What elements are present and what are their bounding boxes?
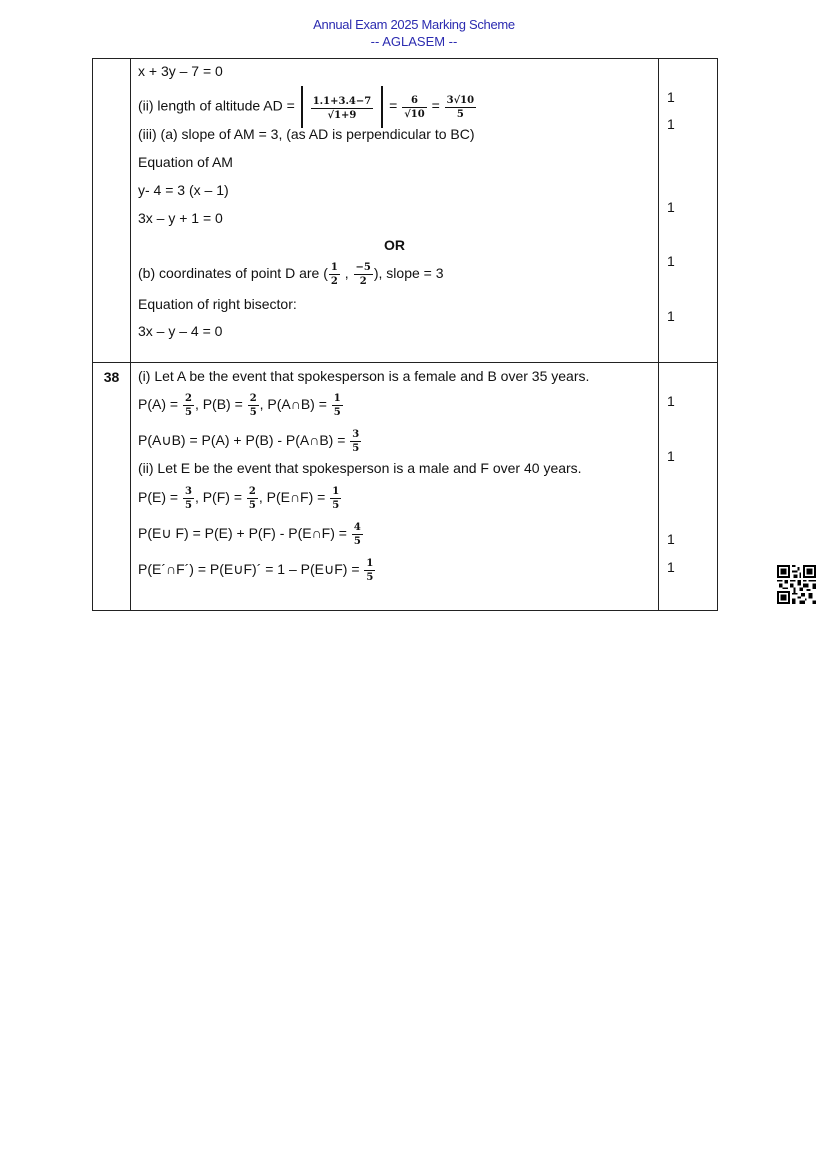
text: P(A) = bbox=[138, 396, 179, 412]
numerator: 3√10 bbox=[446, 94, 475, 106]
numerator: 1 bbox=[333, 392, 341, 404]
denominator: 5 bbox=[184, 499, 192, 511]
or-separator: OR bbox=[384, 237, 405, 253]
answer-line: 3x – y – 4 = 0 bbox=[138, 323, 223, 339]
text: P(A∪B) = P(A) + P(B) - P(A∩B) = bbox=[138, 432, 346, 448]
fraction bbox=[332, 393, 343, 418]
mark: 1 bbox=[667, 308, 675, 324]
question-number bbox=[93, 59, 131, 363]
marks-cell bbox=[659, 363, 718, 611]
numerator: 2 bbox=[249, 392, 257, 404]
denominator: 2 bbox=[359, 275, 367, 287]
mark: 1 bbox=[667, 253, 675, 269]
text: ), slope = 3 bbox=[373, 265, 444, 281]
text: = bbox=[431, 97, 440, 114]
answer-line: y- 4 = 3 (x – 1) bbox=[138, 182, 229, 198]
answer-line-union-a bbox=[131, 426, 658, 454]
answer-line: (ii) Let E be the event that spokesperson is a male and F over 40 years. bbox=[138, 460, 582, 476]
answer-line: Equation of right bisector: bbox=[138, 296, 297, 312]
text: , P(E∩F) = bbox=[258, 489, 326, 505]
answer-line-probabilities-a bbox=[131, 390, 658, 418]
mark: 1 bbox=[667, 448, 675, 464]
numerator: 1 bbox=[366, 557, 374, 569]
text: (b) coordinates of point D are ( bbox=[138, 265, 328, 281]
text: , P(F) = bbox=[194, 489, 242, 505]
answer-line: Equation of AM bbox=[138, 154, 233, 170]
fraction bbox=[364, 558, 375, 583]
denominator: 5 bbox=[332, 499, 340, 511]
numerator: −5 bbox=[355, 261, 371, 273]
fraction bbox=[352, 522, 363, 547]
answer-line-altitude bbox=[131, 86, 658, 122]
answer-line: 3x – y + 1 = 0 bbox=[138, 210, 223, 226]
denominator: 5 bbox=[184, 406, 192, 418]
numerator: 4 bbox=[353, 521, 361, 533]
answer-line: (iii) (a) slope of AM = 3, (as AD is perpendicular to BC) bbox=[138, 126, 475, 142]
mark: 1 bbox=[667, 531, 675, 547]
fraction bbox=[248, 393, 259, 418]
denominator: 5 bbox=[353, 535, 361, 547]
fraction bbox=[329, 262, 340, 287]
denominator: 2 bbox=[330, 275, 338, 287]
denominator: 5 bbox=[366, 571, 374, 583]
fraction bbox=[350, 429, 361, 454]
answer-line: x + 3y – 7 = 0 bbox=[138, 63, 223, 79]
numerator: 3 bbox=[184, 485, 192, 497]
header-title-text: Annual Exam 2025 Marking Scheme bbox=[313, 17, 515, 32]
denominator: 5 bbox=[249, 406, 257, 418]
question-number: 38 bbox=[93, 363, 131, 611]
text: P(E∪ F) = P(E) + P(F) - P(E∩F) = bbox=[138, 525, 347, 541]
text: P(E) = bbox=[138, 489, 179, 505]
qr-code bbox=[777, 565, 816, 604]
answer-line: (i) Let A be the event that spokesperson is a female and B over 35 years. bbox=[138, 368, 590, 384]
mark: 1 bbox=[667, 89, 675, 105]
header-title bbox=[0, 17, 828, 32]
text: (ii) length of altitude AD = bbox=[138, 97, 295, 114]
mark: 1 bbox=[667, 199, 675, 215]
fraction bbox=[311, 96, 374, 121]
text: , bbox=[344, 265, 349, 281]
absolute-value bbox=[301, 86, 384, 128]
text: = bbox=[389, 97, 398, 114]
table-row bbox=[93, 363, 718, 611]
table-row bbox=[93, 59, 718, 363]
numerator: 1.1+3.4−7 bbox=[312, 95, 372, 107]
denominator: √10 bbox=[404, 108, 425, 120]
numerator: 6 bbox=[402, 95, 427, 108]
answer-line-coordinates bbox=[131, 260, 658, 286]
mark: 1 bbox=[667, 559, 675, 575]
answer-cell bbox=[131, 59, 659, 363]
mark: 1 bbox=[667, 393, 675, 409]
numerator: 3 bbox=[352, 428, 360, 440]
numerator: 2 bbox=[184, 392, 192, 404]
fraction bbox=[247, 486, 258, 511]
numerator: 2 bbox=[248, 485, 256, 497]
numerator: 1 bbox=[332, 485, 340, 497]
answer-line-complement bbox=[131, 555, 658, 583]
header-site: -- AGLASEM -- bbox=[370, 34, 458, 49]
marking-scheme-table bbox=[92, 58, 718, 611]
fraction bbox=[330, 486, 341, 511]
numerator: 1 bbox=[330, 261, 338, 273]
text: P(E´∩F´) = P(E∪F)´ = 1 – P(E∪F) = bbox=[138, 561, 360, 577]
fraction bbox=[354, 262, 373, 287]
denominator: √1+9 bbox=[327, 109, 357, 121]
answer-cell bbox=[131, 363, 659, 611]
fraction bbox=[402, 95, 427, 120]
answer-line-union-e bbox=[131, 519, 658, 547]
denominator: 5 bbox=[248, 499, 256, 511]
fraction bbox=[183, 486, 194, 511]
denominator: 5 bbox=[456, 108, 464, 120]
mark: 1 bbox=[667, 116, 675, 132]
fraction bbox=[183, 393, 194, 418]
text: , P(A∩B) = bbox=[259, 396, 327, 412]
denominator: 5 bbox=[352, 442, 360, 454]
marks-cell bbox=[659, 59, 718, 363]
fraction bbox=[445, 95, 476, 120]
text: , P(B) = bbox=[194, 396, 243, 412]
answer-line-probabilities-e bbox=[131, 483, 658, 511]
denominator: 5 bbox=[333, 406, 341, 418]
